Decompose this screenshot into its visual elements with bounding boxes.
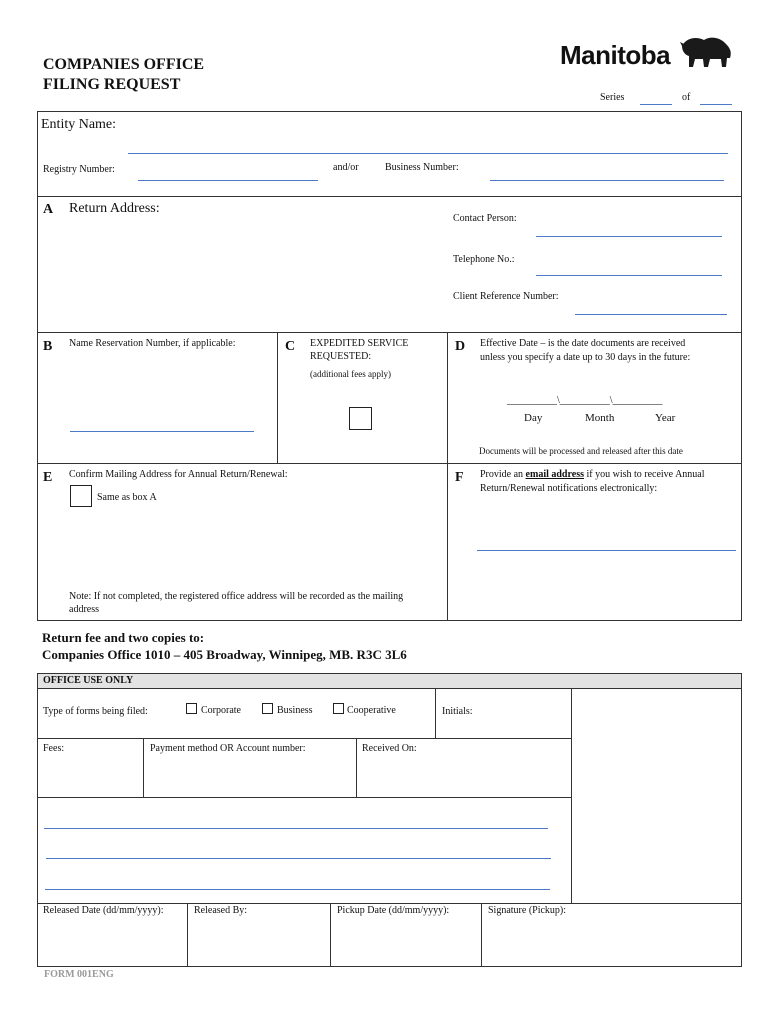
entity-name-field[interactable] (128, 153, 728, 154)
divider (37, 463, 742, 464)
series-field[interactable] (640, 104, 672, 105)
business-number-field[interactable] (490, 180, 724, 181)
day-label: Day (524, 412, 543, 424)
notes-line-3[interactable] (45, 889, 550, 890)
form-id: FORM 001ENG (44, 969, 114, 980)
of-label: of (682, 92, 691, 103)
divider (481, 903, 482, 967)
expedited-line1: EXPEDITED SERVICE (310, 338, 409, 349)
email-instruction-line2: Return/Renewal notifications electronically: (480, 483, 658, 494)
contact-person-field[interactable] (536, 236, 722, 237)
return-fee-line1: Return fee and two copies to: (42, 630, 205, 645)
corporate-checkbox[interactable] (186, 703, 197, 714)
released-by-label: Released By: (194, 905, 248, 916)
divider (37, 196, 742, 197)
telephone-field[interactable] (536, 275, 722, 276)
section-f-letter: F (455, 470, 464, 485)
return-fee-line2: Companies Office 1010 – 405 Broadway, Winnipeg, MB. R3C 3L6 (42, 647, 407, 662)
expedited-checkbox[interactable] (349, 407, 372, 430)
bison-icon (680, 34, 734, 70)
email-instruction-line1: Provide an email address if you wish to receive Annual (480, 469, 705, 480)
email-address-field[interactable] (477, 550, 736, 551)
notes-line-1[interactable] (44, 828, 548, 829)
entity-name-label: Entity Name: (41, 117, 117, 132)
released-date-label: Released Date (dd/mm/yyyy): (43, 905, 164, 916)
pickup-date-label: Pickup Date (dd/mm/yyyy): (337, 905, 450, 916)
form-main-box (37, 111, 742, 621)
andor-label: and/or (333, 162, 359, 173)
mailing-address-label: Confirm Mailing Address for Annual Return/Renewal: (69, 469, 288, 480)
manitoba-logo (560, 34, 732, 74)
name-reservation-field[interactable] (70, 431, 254, 432)
cooperative-checkbox[interactable] (333, 703, 344, 714)
divider (37, 797, 572, 798)
divider (37, 903, 742, 904)
mailing-note-line2: address (69, 604, 99, 615)
form-title-line2: FILING REQUEST (43, 76, 181, 93)
logo-text: Manitoba (560, 40, 671, 70)
effective-date-line1: Effective Date – is the date documents are received (480, 338, 686, 349)
contact-person-label: Contact Person: (453, 213, 517, 224)
series-of-field[interactable] (700, 104, 732, 105)
month-label: Month (585, 412, 615, 424)
same-as-box-a-checkbox[interactable] (70, 485, 92, 507)
divider (447, 332, 448, 621)
telephone-label: Telephone No.: (453, 254, 515, 265)
year-label: Year (655, 412, 676, 424)
divider (330, 903, 331, 967)
corporate-label: Corporate (201, 705, 241, 716)
section-c-letter: C (285, 339, 296, 354)
registry-number-label: Registry Number: (43, 164, 115, 175)
client-reference-field[interactable] (575, 314, 727, 315)
office-use-header: OFFICE USE ONLY (43, 675, 134, 686)
received-on-label: Received On: (362, 743, 417, 754)
business-label: Business (277, 705, 313, 716)
series-label: Series (600, 92, 625, 103)
type-of-forms-label: Type of forms being filed: (43, 706, 148, 717)
section-d-letter: D (455, 339, 466, 354)
effective-date-field[interactable]: __________\__________\__________ (507, 395, 663, 406)
documents-processed-note: Documents will be processed and released after this date (479, 446, 683, 456)
business-checkbox[interactable] (262, 703, 273, 714)
mailing-note-line1: Note: If not completed, the registered office address will be recorded as the mailing (69, 591, 404, 602)
divider (143, 738, 144, 797)
section-b-letter: B (43, 339, 53, 354)
name-reservation-label: Name Reservation Number, if applicable: (69, 338, 236, 349)
form-title-line1: COMPANIES OFFICE (43, 56, 205, 73)
divider (37, 738, 572, 739)
fees-label: Fees: (43, 743, 65, 754)
effective-date-line2: unless you specify a date up to 30 days in the future: (480, 352, 691, 363)
section-e-letter: E (43, 470, 53, 485)
section-a-letter: A (43, 202, 54, 217)
divider (356, 738, 357, 797)
expedited-line2: REQUESTED: (310, 351, 372, 362)
business-number-label: Business Number: (385, 162, 459, 173)
expedited-note: (additional fees apply) (310, 369, 391, 379)
client-reference-label: Client Reference Number: (453, 291, 559, 302)
same-as-box-a-label: Same as box A (97, 492, 157, 503)
divider (187, 903, 188, 967)
office-use-box (37, 673, 742, 967)
divider (435, 689, 436, 738)
signature-pickup-label: Signature (Pickup): (488, 905, 567, 916)
registry-number-field[interactable] (138, 180, 318, 181)
office-use-header-bar (38, 674, 741, 689)
return-address-label: Return Address: (69, 201, 160, 216)
payment-method-label: Payment method OR Account number: (150, 743, 306, 754)
divider (277, 332, 278, 463)
cooperative-label: Cooperative (347, 705, 396, 716)
email-address-emphasis: email address (525, 469, 584, 480)
initials-label: Initials: (442, 706, 473, 717)
divider (37, 332, 742, 333)
notes-line-2[interactable] (46, 858, 551, 859)
